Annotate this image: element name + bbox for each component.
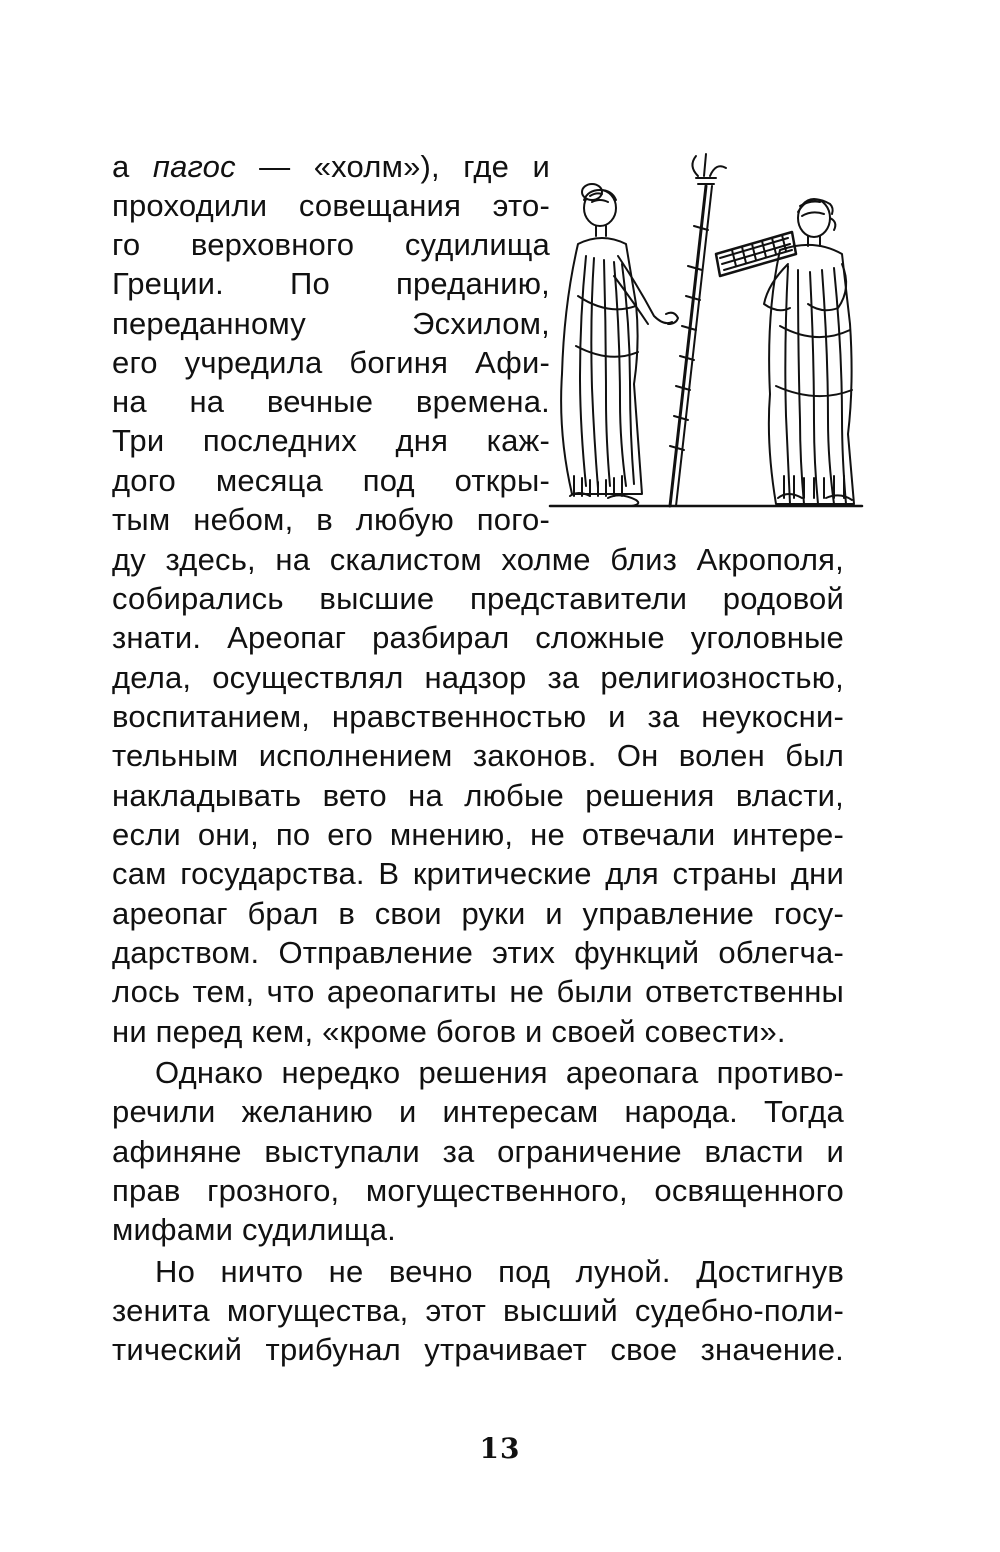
italic-term: пагос — [152, 149, 236, 184]
text-line-13: знати. Ареопаг разбирал сложные уголовные — [112, 620, 844, 655]
text-line-10: тым небом, в любую пого- — [112, 502, 550, 537]
text-line-9: дого месяца под откры- — [112, 463, 550, 498]
text-line-27: прав грозного, могущественного, освященного — [112, 1173, 844, 1208]
text-line-1-rest: — «холм»), где и — [259, 149, 550, 184]
text-line-7: на на вечные времена. — [112, 384, 550, 419]
text-line-16: тельным исполнением законов. Он волен был — [112, 738, 844, 773]
text-line-15: воспитанием, нравственностью и за неукосни- — [112, 699, 844, 734]
text-line-6: его учредила богиня Афи- — [112, 345, 550, 380]
text-line-5: переданному Эсхилом, — [112, 306, 550, 341]
text-line-17: накладывать вето на любые решения власти, — [112, 778, 844, 813]
text-line-25: речили желанию и интересам народа. Тогда — [112, 1094, 844, 1129]
page-number: 13 — [479, 1432, 521, 1465]
text-line-26: афиняне выступали за ограничение власти и — [112, 1134, 844, 1169]
text-line-19: сам государства. В критические для страны дни — [112, 856, 844, 891]
greek-women-engraving-icon — [548, 146, 866, 518]
text-line-30: зенита могущества, этот высший судебно-поли- — [112, 1293, 844, 1328]
text-line-4: Греции. По преданию, — [112, 266, 550, 301]
text-line-11: ду здесь, на скалистом холме близ Акрополя, — [112, 542, 844, 577]
text-line-29: Но ничто не вечно под луной. Достигнув — [155, 1254, 844, 1289]
text-line-3: го верховного судилища — [112, 227, 550, 262]
text-line-18: если они, по его мнению, не отвечали интере- — [112, 817, 844, 852]
text-line-8: Три последних дня каж- — [112, 423, 550, 458]
text-line-12: собирались высшие представители родовой — [112, 581, 844, 616]
text-line-28: мифами судилища. — [112, 1212, 396, 1247]
text-line-14: дела, осуществлял надзор за религиозностью, — [112, 660, 844, 695]
text-line-24: Однако нередко решения ареопага противо- — [155, 1055, 844, 1090]
text-line-21: дарством. Отправление этих функций облегча- — [112, 935, 844, 970]
text-line-1 — [112, 147, 550, 186]
text-line-31: тический трибунал утрачивает свое значение. — [112, 1332, 844, 1367]
text-line-23: ни перед кем, «кроме богов и своей совести». — [112, 1014, 786, 1049]
text-line-20: ареопаг брал в свои руки и управление госу- — [112, 896, 844, 931]
text-line-22: лось тем, что ареопагиты не были ответственны — [112, 974, 844, 1009]
text-prefix: а — [112, 149, 153, 184]
text-line-2: проходили совещания это- — [112, 188, 550, 223]
